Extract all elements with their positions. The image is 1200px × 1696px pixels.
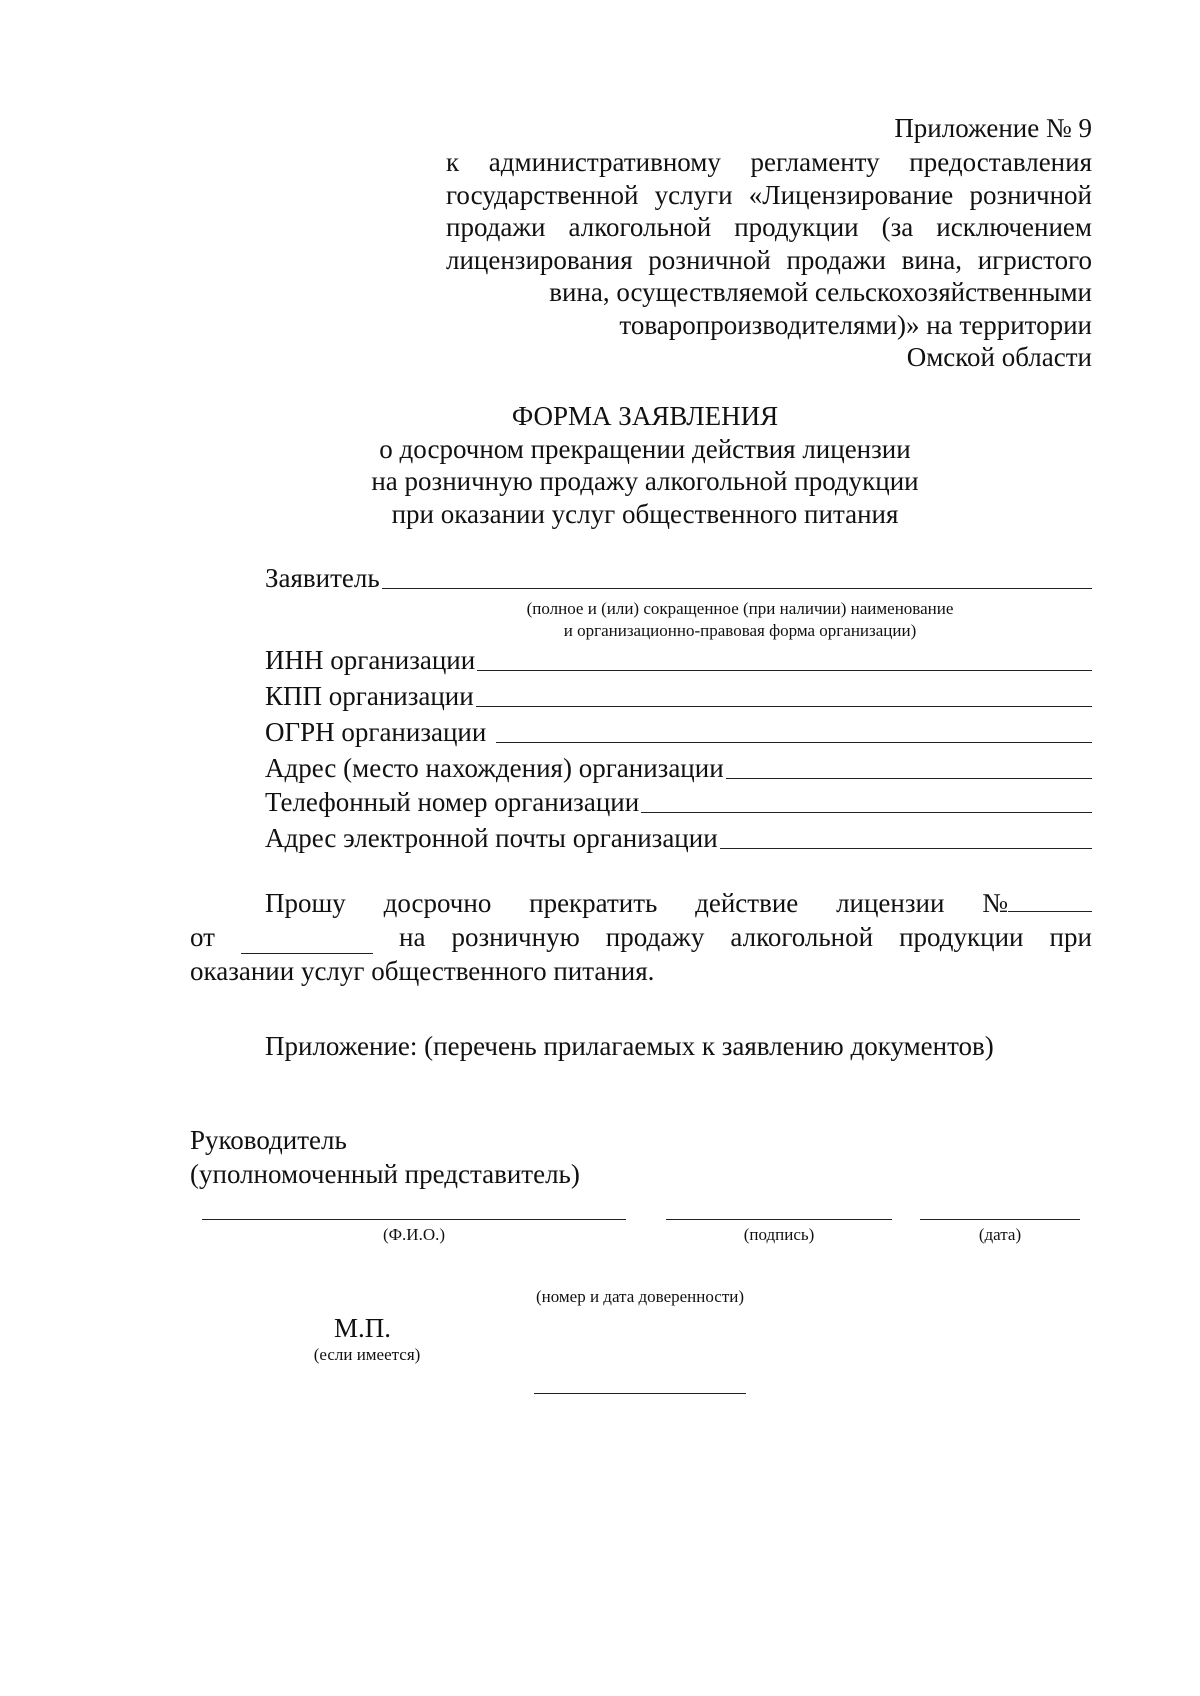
ogrn-field[interactable] [265,716,1092,748]
email-blank[interactable] [720,847,1092,849]
inn-label: ИНН организации [265,645,476,675]
email-field[interactable] [265,822,1092,854]
request-line-3: оказании услуг общественного питания. [190,956,655,986]
inn-blank[interactable] [477,669,1092,671]
appendix-line: государственной услуги «Лицензирование розничной [446,179,1092,210]
address-blank[interactable] [726,777,1092,779]
fio-caption: (Ф.И.О.) [382,1225,446,1244]
appendix-line: к административному регламенту предоставления [446,147,1092,177]
license-number[interactable]: № [982,886,1092,920]
phone-label: Телефонный номер организации [265,787,640,817]
address-label: Адрес (место нахождения) организации [265,753,724,783]
applicant-hint-2: и организационно-правовая форма организации) [563,621,917,640]
form-subtitle-line: на розничную продажу алкогольной продукции [371,466,919,496]
request-paragraph [190,886,1092,988]
appendix-line: Омской области [906,342,1092,372]
form-title-block [0,400,1200,530]
signature-line[interactable] [666,1218,892,1220]
attachment-line: Приложение: (перечень прилагаемых к заявлению документов) [265,1031,994,1061]
appendix-line: лицензирования розничной продажи вина, игристого [446,244,1092,275]
appendix-line: вина, осуществляемой сельскохозяйственными [549,277,1092,307]
appendix-reference [446,146,1092,374]
phone-field[interactable] [265,786,1092,818]
phone-blank[interactable] [641,811,1092,813]
applicant-blank[interactable] [382,587,1092,589]
appendix-number: Приложение № 9 [894,113,1092,143]
seal-note: (если имеется) [313,1345,421,1364]
inn-field[interactable] [265,644,1092,676]
appendix-line: продажи алкогольной продукции (за исключением [446,212,1092,242]
kpp-blank[interactable] [476,705,1092,707]
fio-line[interactable] [202,1218,626,1220]
request-line-2: от на розничную продажу алкогольной продукции при [190,922,1092,952]
power-of-attorney-caption: (номер и дата доверенности) [535,1287,745,1306]
date-line[interactable] [920,1218,1080,1220]
applicant-field[interactable] [265,562,1092,594]
form-subtitle-line: при оказании услуг общественного питания [391,498,899,529]
power-of-attorney-line[interactable] [534,1392,746,1394]
date-caption: (дата) [978,1225,1022,1244]
ogrn-label: ОГРН организации [265,717,487,747]
seal-label: М.П. [334,1313,392,1343]
signatory-representative: (уполномоченный представитель) [190,1159,580,1189]
email-label: Адрес электронной почты организации [265,823,718,853]
request-line-1: Прошу досрочно прекратить действие лицензии № [190,886,1092,920]
kpp-field[interactable] [265,680,1092,712]
ogrn-blank[interactable] [496,741,1092,743]
license-date-blank[interactable] [241,929,373,954]
form-title: ФОРМА ЗАЯВЛЕНИЯ [511,401,779,431]
address-field[interactable] [265,752,1092,784]
kpp-label: КПП организации [265,681,474,711]
signature-caption: (подпись) [743,1225,815,1244]
signatory-title: Руководитель [190,1125,347,1155]
license-number-blank[interactable] [1008,887,1092,912]
appendix-line: товаропроизводителями)» на территории [619,309,1092,340]
applicant-label: Заявитель [265,563,380,593]
form-subtitle-line: о досрочном прекращении действия лицензии [379,433,911,464]
applicant-hint-1: (полное и (или) сокращенное (при наличии) наименование [526,599,954,618]
